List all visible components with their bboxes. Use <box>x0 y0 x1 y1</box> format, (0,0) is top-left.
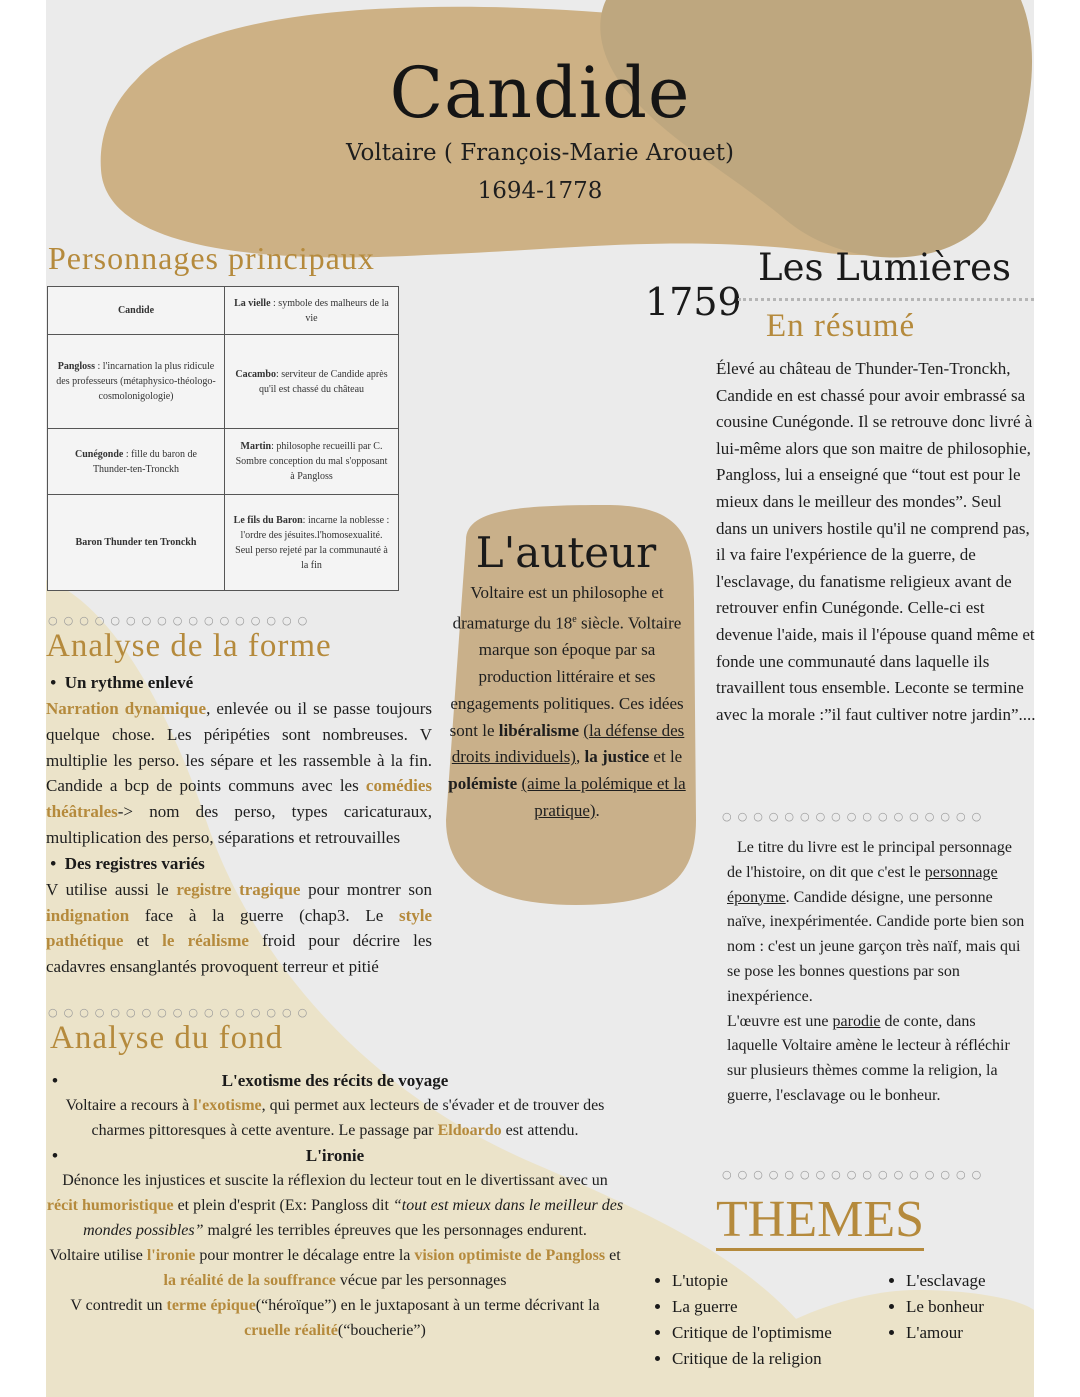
themes-list-right <box>884 1268 986 1346</box>
publication-year: 1759 <box>645 280 742 324</box>
fond-bullet-exotisme: • L'exotisme des récits de voyage <box>52 1071 449 1090</box>
dots-divider: ○○○○○○○○○○○○○○○○○ <box>722 810 988 823</box>
themes-list-left <box>650 1268 832 1372</box>
fond-bullet-ironie: • L'ironie <box>52 1146 365 1165</box>
forme-bullet-registres: • Des registres variés <box>46 853 205 873</box>
char-cell: Le fils du Baron: incarne la noblesse : l'ordre des jésuites.l'homosexualité. Seul perso rejeté par la communauté à la fin <box>225 495 399 591</box>
fond-text-ironie: Dénonce les injustices et suscite la réflexion du lecteur tout en le divertissant avec un récit humoristique et plein d'esprit (Ex: Pangloss dit “tout est mieux dans le meilleur des mondes possibles” malgré les terribles épreuves que les personnages endurent. Voltaire utilise l'ironie pour montrer le décalage entre la vision optimiste de Pangloss et la réalité de la souffrance vécue par les personnages V contredit un terme épique(“héroïque”) en le juxtaposant à un terme décrivant la cruelle réalité(“boucherie”) <box>46 1172 624 1339</box>
theme-item: • L'utopie <box>672 1268 832 1294</box>
theme-item: • L'esclavage <box>906 1268 986 1294</box>
author-dates: 1694-1778 <box>477 178 603 204</box>
dots-divider: ○○○○○○○○○○○○○○○○○ <box>48 614 314 627</box>
char-cell: Baron Thunder ten Tronckh <box>48 495 225 591</box>
themes-heading: THEMES <box>716 1192 924 1251</box>
author-name: Voltaire ( François-Marie Arouet) <box>346 140 734 166</box>
resume-text: Élevé au château de Thunder-Ten-Tronckh, Candide en est chassé pour avoir embrassé sa cousine Cunégonde. Il se retrouve donc livré à lui-même alors que son maitre de philosophie, Pangloss, lui a enseigné que “tout est pour le mieux dans le meilleur des mondes”. Seul dans un univers hostile qu'il ne comprend pas, il va faire l'expérience de la guerre, de l'esclavage, du fanatisme religieux avant de retrouver enfin Cunégonde. Celle-ci est devenue l'aide, mais il l'épouse quand même et fonde une communauté dans laquelle ils travaillent tous ensemble. Leconte se termine avec la morale :”il faut cultiver notre jardin”.... <box>716 359 1036 724</box>
forme-heading: Analyse de la forme <box>46 628 332 664</box>
dots-divider: ○○○○○○○○○○○○○○○○○ <box>722 1168 988 1181</box>
characters-heading: Personnages principaux <box>48 240 375 276</box>
forme-bullet-rythme: • Un rythme enlevé <box>46 673 194 692</box>
fond-heading: Analyse du fond <box>50 1020 284 1056</box>
page-title: Candide <box>389 52 691 134</box>
char-cell: Pangloss : l'incarnation la plus ridicule des professeurs (métaphysico-théologo-cosmolonigologie) <box>48 335 225 429</box>
theme-item: • Critique de l'optimisme <box>672 1320 832 1346</box>
fond-block <box>46 1068 624 1343</box>
dots-divider: ○○○○○○○○○○○○○○○○○ <box>48 1006 314 1019</box>
theme-item: • Critique de la religion <box>672 1346 832 1372</box>
theme-item: • L'amour <box>906 1320 986 1346</box>
dotted-divider <box>738 298 1034 301</box>
auteur-text: Voltaire est un philosophe et dramaturge du 18e siècle. Voltaire marque son époque par sa production littéraire et ses engagements politiques. Ces idées sont le libéralisme (la défense des droits individuels), la justice et le polémiste (aime la polémique et la pratique). <box>448 583 686 821</box>
title-note: Le titre du livre est le principal personnage de l'histoire, on dit que c'est le personnage éponyme. Candide désigne, une personne naïve, inexpérimentée. Candide porte bien son nom : c'est un jeune garçon très naïf, mais qui se pose les bonnes questions par son inexpérience. L'œuvre est une parodie de conte, dans laquelle Voltaire amène le lecteur à réfléchir sur plusieurs thèmes comme la religion, la guerre, l'esclavage ou le bonheur. <box>727 839 1025 1104</box>
forme-block <box>46 670 432 980</box>
char-cell: Candide <box>48 287 225 335</box>
fond-text-exotisme: Voltaire a recours à l'exotisme, qui permet aux lecteurs de s'évader et de trouver des charmes pittoresques à cette aventure. Le passage par Eldoardo est attendu. <box>65 1097 605 1139</box>
theme-item: • Le bonheur <box>906 1294 986 1320</box>
forme-text-1: Narration dynamique, enlevée ou il se passe toujours quelque chose. Les péripéties sont nombreuses. V multiplie les perso. les sépare et les rassemble à la fin. Candide a bcp de points communs avec les comédies théâtrales-> nom des perso, types caricaturaux, multiplication des perso, séparations et retrouvailles <box>46 699 432 847</box>
char-cell: La vielle : symbole des malheurs de la vie <box>225 287 399 335</box>
char-cell: Martin: philosophe recueilli par C. Sombre conception du mal s'opposant à Pangloss <box>225 429 399 495</box>
char-cell: Cunégonde : fille du baron de Thunder-ten-Tronckh <box>48 429 225 495</box>
auteur-heading: L'auteur <box>475 528 657 577</box>
lumieres-heading: Les Lumières <box>758 246 1012 289</box>
characters-table <box>47 286 399 591</box>
theme-item: • La guerre <box>672 1294 832 1320</box>
forme-text-2: V utilise aussi le registre tragique pour montrer son indignation face à la guerre (chap3. Le style pathétique et le réalisme froid pour décrire les cadavres ensanglantés provoquent terreur et pitié <box>46 879 433 977</box>
resume-heading: En résumé <box>766 308 916 344</box>
char-cell: Cacambo: serviteur de Candide après qu'il est chassé du château <box>225 335 399 429</box>
